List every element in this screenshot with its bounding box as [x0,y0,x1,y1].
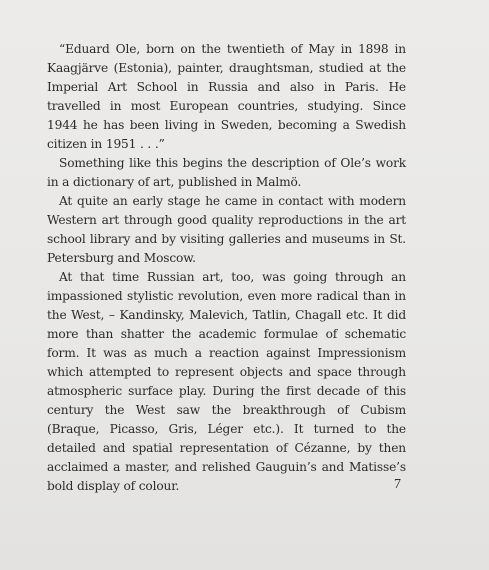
paragraph-quote: “Eduard Ole, born on the twentieth of May in 1898 in Kaagjärve (Estonia), painter, draughtsman, studied at the Imperial Art School in Russia and also in Paris. He travelled in most European countries, studying. Since 1944 he has been living in Sweden, becoming a Swedish citizen in 1951 . . .” [47,42,406,151]
paragraph-dictionary: Something like this begins the description of Ole’s work in a dictionary of art, published in Malmö. [47,156,406,189]
body-text [47,40,406,496]
paragraph-russian-art: At that time Russian art, too, was going through an impassioned stylistic revolution, even more radical than in the West, – Kandinsky, Malevich, Tatlin, Chagall etc. It did more than shatter the academic formulae of schematic form. It was as much a reaction against Impressionism which attempted to represent objects and space through atmospheric surface play. During the first decade of this century the West saw the breakthrough of Cubism (Braque, Picasso, Gris, Léger etc.). It turned to the detailed and spatial representation of Cézanne, by then acclaimed a master, and relished Gauguin’s and Matisse’s bold display of colour. [47,270,406,493]
paragraph-early-contact: At quite an early stage he came in contact with modern Western art through good quality reproductions in the art school library and by visiting galleries and museums in St. Petersburg and Moscow. [47,194,406,265]
page-number: 7 [394,477,401,492]
